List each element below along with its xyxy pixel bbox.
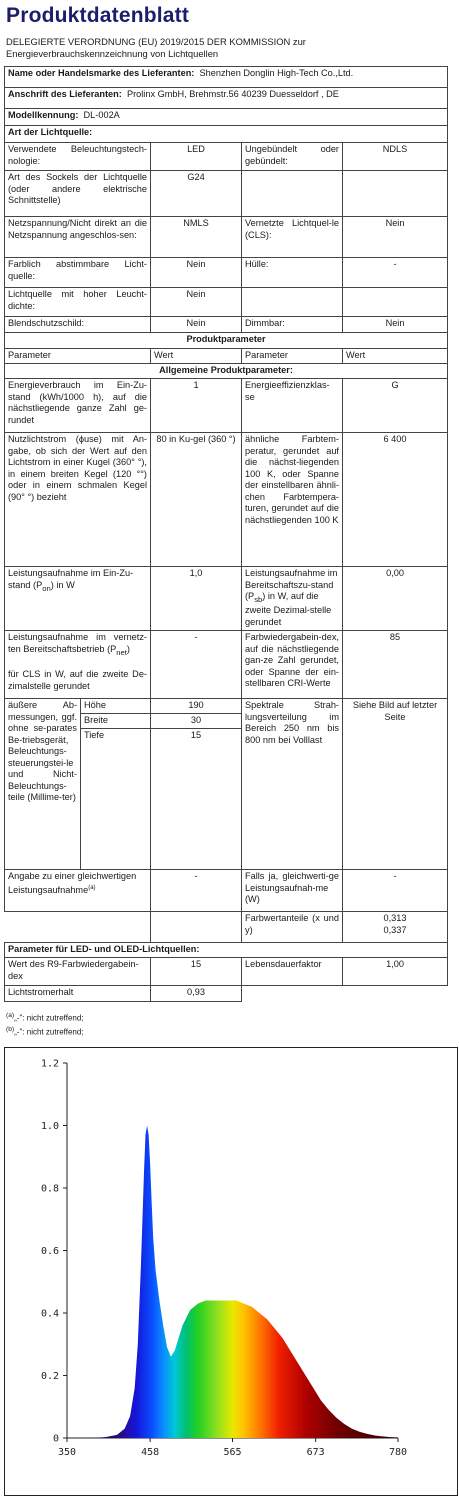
survival-factor-label: Lebensdauerfaktor xyxy=(242,958,343,986)
cct-value: 6 400 xyxy=(343,433,448,567)
chromaticity-row xyxy=(5,912,448,943)
col-header-param: Parameter xyxy=(242,349,343,364)
light-type-param-value: Nein xyxy=(151,317,242,333)
network-standby-subscript: net xyxy=(116,647,127,657)
chart-plot xyxy=(90,1125,399,1439)
light-type-param-value: Nein xyxy=(343,217,448,258)
on-mode-power-text: Leistungsaufnahme im Ein-Zu-stand (P xyxy=(8,568,134,590)
useful-flux-label: Nutzlichtstrom (ϕuse) mit An-gabe, ob sich der Wert auf den Lichtstrom in einer Kugel (360° °), in einem breiten Kegel (120 °°) oder in einem schmalen Kegel (90° °) bezieht xyxy=(5,433,151,567)
network-standby-row xyxy=(5,631,448,699)
light-type-param-label: Farblich abstimmbare Licht-quelle: xyxy=(5,258,151,288)
product-params-title: Produktparameter xyxy=(5,333,448,349)
light-type-row xyxy=(5,288,448,317)
y-tick-label: 0 xyxy=(52,1433,59,1445)
light-type-header-row xyxy=(5,126,448,143)
light-type-param-label: Hülle: xyxy=(242,258,343,288)
supplier-address-value: Prolinx GmbH, Brehmstr.56 40239 Duesseldorf , DE xyxy=(126,89,339,99)
y-tick-label: 0.4 xyxy=(40,1308,59,1320)
equivalent-power-text: Angabe zu einer gleichwertigen Leistungsaufnahme xyxy=(8,871,137,895)
light-type-row xyxy=(5,217,448,258)
light-type-param-label: Lichtquelle mit hoher Leucht-dichte: xyxy=(5,288,151,317)
light-type-row xyxy=(5,317,448,333)
survival-factor-value: 1,00 xyxy=(343,958,448,986)
light-type-param-value: NDLS xyxy=(343,143,448,171)
supplier-name-row xyxy=(5,67,448,88)
footnote-a xyxy=(6,1010,84,1024)
equivalent-power-label xyxy=(5,870,151,912)
r9-value: 15 xyxy=(151,958,242,986)
light-type-param-value xyxy=(343,288,448,317)
col-header-value: Wert xyxy=(343,349,448,364)
supplier-name-value: Shenzhen Donglin High-Tech Co.,Ltd. xyxy=(199,68,354,78)
cct-label: ähnliche Farbtem-peratur, gerundet auf die nächst-liegenden 100 K, oder Spanne der einstellbaren ähnli-chen Farbtempera-turen, gerundet auf die nächstliegenden 100 K xyxy=(242,433,343,567)
spectral-distribution-label: Spektrale Strah-lungsverteilung im Bereich 250 nm bis 800 nm bei Volllast xyxy=(242,699,343,870)
equivalent-watt-label: Falls ja, gleichwerti-ge Leistungsaufnah-me (W) xyxy=(242,870,343,912)
network-standby-text-end: ) xyxy=(126,643,130,654)
equivalent-power-row xyxy=(5,870,448,912)
led-section-title: Parameter für LED- und OLED-Lichtquellen: xyxy=(5,943,448,958)
dim-width-label: Breite xyxy=(81,714,151,729)
col-header-param: Parameter xyxy=(5,349,151,364)
model-value: DL-002A xyxy=(83,110,120,120)
dimensions-row xyxy=(5,699,448,714)
light-type-param-value: LED xyxy=(151,143,242,171)
light-type-param-value: NMLS xyxy=(151,217,242,258)
general-params-title: Allgemeine Produktparameter: xyxy=(5,364,448,379)
energy-row xyxy=(5,379,448,433)
light-type-param-label: Art des Sockels der Lichtquelle (oder andere elektrische Schnittstelle) xyxy=(5,171,151,217)
x-tick-label: 565 xyxy=(223,1447,242,1458)
energy-consumption-label: Energieverbrauch im Ein-Zu-stand (kWh/1000 h), auf die nächstliegende ganze Zahl ge-rundet xyxy=(5,379,151,433)
chromaticity-y: 0,337 xyxy=(383,924,407,935)
network-standby-cls-text: für CLS in W, auf die zweite De-zimalstelle gerundet xyxy=(8,669,147,691)
footnote-a-text: „-": nicht zutreffend; xyxy=(14,1013,84,1023)
page-title: Produktdatenblatt xyxy=(6,4,190,27)
y-tick-label: 0.8 xyxy=(40,1183,59,1195)
light-type-row xyxy=(5,258,448,288)
footnote-b-mark: (b) xyxy=(6,1025,15,1033)
network-standby-label xyxy=(5,631,151,699)
y-tick-label: 0.2 xyxy=(40,1371,59,1382)
subtitle-line-2: Energieverbrauchskennzeichnung von Lichtquellen xyxy=(6,47,219,59)
col-header-value: Wert xyxy=(151,349,242,364)
y-tick-label: 0.6 xyxy=(40,1246,59,1257)
standby-power-text: Leistungsaufnahme im Bereitschaftszu-stand (P xyxy=(245,568,338,601)
power-row xyxy=(5,567,448,631)
r9-label: Wert des R9-Farbwiedergabein-dex xyxy=(5,958,151,986)
on-mode-power-text-end: ) in W xyxy=(50,579,75,590)
equivalent-watt-value: - xyxy=(343,870,448,912)
cri-label: Farbwiedergabein-dex, auf die nächstliegende gan-ze Zahl gerundet, oder Spanne der ein-stellbaren CRI-Werte xyxy=(242,631,343,699)
spectrum-svg xyxy=(5,1048,457,1495)
subtitle-line-1: DELEGIERTE VERORDNUNG (EU) 2019/2015 DER KOMMISSION zur xyxy=(6,36,306,47)
light-type-param-value xyxy=(343,171,448,217)
general-params-title-row xyxy=(5,364,448,379)
r9-row xyxy=(5,958,448,986)
on-mode-power-value: 1,0 xyxy=(151,567,242,631)
energy-class-value: G xyxy=(343,379,448,433)
standby-power-value: 0,00 xyxy=(343,567,448,631)
x-tick-label: 780 xyxy=(388,1447,408,1458)
x-tick-label: 458 xyxy=(141,1447,160,1458)
light-type-param-label: Blendschutzschild: xyxy=(5,317,151,333)
y-tick-label: 1.0 xyxy=(40,1121,59,1132)
lumen-maintenance-label: Lichtstromerhalt xyxy=(5,986,151,1002)
x-tick-label: 350 xyxy=(57,1447,77,1458)
standby-subscript: sb xyxy=(254,594,263,604)
spectrum-chart xyxy=(4,1047,458,1496)
dim-width-value: 30 xyxy=(151,714,242,729)
light-type-param-label xyxy=(242,171,343,217)
on-mode-subscript: on xyxy=(42,583,51,593)
x-tick-label: 673 xyxy=(306,1447,325,1458)
model-label: Modellkennung: xyxy=(8,110,79,120)
chromaticity-value xyxy=(343,912,448,943)
light-type-row xyxy=(5,171,448,217)
y-tick-label: 1.2 xyxy=(40,1058,59,1070)
light-type-label: Art der Lichtquelle: xyxy=(5,126,448,143)
dim-height-value: 190 xyxy=(151,699,242,714)
column-header-row xyxy=(5,349,448,364)
light-type-param-label: Ungebündelt oder gebündelt: xyxy=(242,143,343,171)
network-standby-value: - xyxy=(151,631,242,699)
light-type-param-label: Netzspannung/Nicht direkt an die Netzspannung angeschlos-sen: xyxy=(5,217,151,258)
dim-depth-label: Tiefe xyxy=(81,729,151,870)
energy-class-label: Energieeffizienzklas-se xyxy=(242,379,343,433)
product-params-title-row xyxy=(5,333,448,349)
light-type-param-value: Nein xyxy=(151,258,242,288)
light-type-param-label: Vernetzte Lichtquel-le (CLS): xyxy=(242,217,343,258)
footnote-b xyxy=(6,1024,84,1038)
footnote-b-text: „-": nicht zutreffend; xyxy=(14,1027,84,1037)
model-row xyxy=(5,109,448,126)
footnotes xyxy=(6,1010,84,1037)
dimensions-label: äußere Ab-messungen, ggf. ohne se-parates Be-triebsgerät, Beleuchtungs-steuerungstei-le und Nicht-Beleuchtungs-teile (Millime-ter) xyxy=(5,699,81,870)
supplier-address-row xyxy=(5,88,448,109)
light-type-param-value: Nein xyxy=(343,317,448,333)
light-type-param-label xyxy=(242,288,343,317)
useful-flux-value: 80 in Ku-gel (360 °) xyxy=(151,433,242,567)
standby-power-text-end: ) in W, auf die zweite Dezimal-stelle gerundet xyxy=(245,591,332,627)
light-type-param-label: Dimmbar: xyxy=(242,317,343,333)
regulation-subtitle xyxy=(6,36,446,59)
dim-depth-value: 15 xyxy=(151,729,242,870)
chromaticity-label: Farbwertanteile (x und y) xyxy=(242,912,343,943)
dim-height-label: Höhe xyxy=(81,699,151,714)
footnote-a-mark: (a) xyxy=(6,1012,15,1019)
supplier-address-label: Anschrift des Lieferanten: xyxy=(8,89,122,99)
product-data-table xyxy=(4,66,448,1002)
flux-row xyxy=(5,433,448,567)
light-type-param-value: Nein xyxy=(151,288,242,317)
footnote-a-marker: (a) xyxy=(88,884,96,891)
led-section-title-row xyxy=(5,943,448,958)
supplier-name-label: Name oder Handelsmarke des Lieferanten: xyxy=(8,68,195,78)
light-type-param-value: - xyxy=(343,258,448,288)
lumen-maintenance-value: 0,93 xyxy=(151,986,242,1002)
spectral-distribution-value: Siehe Bild auf letzter Seite xyxy=(343,699,448,870)
spectrum-area xyxy=(90,1126,398,1439)
chromaticity-x: 0,313 xyxy=(383,913,407,923)
light-type-param-value: G24 xyxy=(151,171,242,217)
on-mode-power-label xyxy=(5,567,151,631)
network-standby-text: Leistungsaufnahme im vernetz-ten Bereitschaftsbetrieb (P xyxy=(8,632,147,654)
equivalent-power-value: - xyxy=(151,870,242,912)
energy-consumption-value: 1 xyxy=(151,379,242,433)
light-type-param-label: Verwendete Beleuchtungstech-nologie: xyxy=(5,143,151,171)
light-type-row xyxy=(5,143,448,171)
standby-power-label xyxy=(242,567,343,631)
cri-value: 85 xyxy=(343,631,448,699)
lumen-maintenance-row xyxy=(5,986,448,1002)
